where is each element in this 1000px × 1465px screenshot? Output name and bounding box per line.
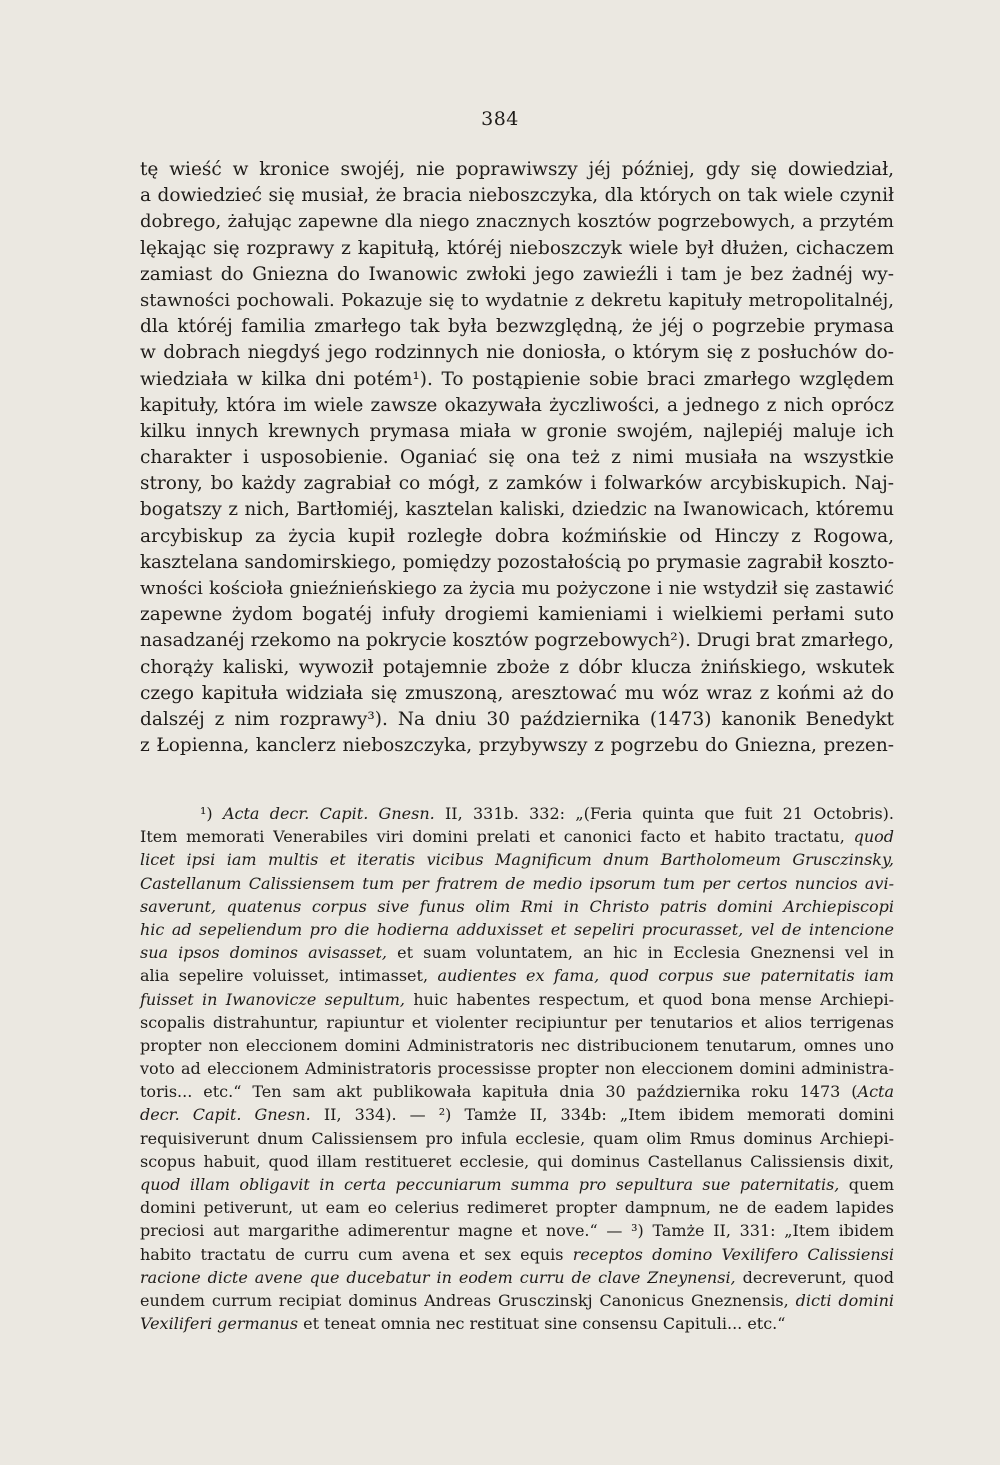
text-line: tę wieść w kronice swojéj, nie poprawiwszy jéj później, gdy się dowiedział, [140,159,894,180]
footnote-line [140,1173,894,1196]
footnote-text: et suam voluntatem, an hic in Ecclesia Gneznensi vel in [387,943,894,963]
footnote-line: Castellanum Calissiensem tum per fratrem de medio ipsorum tum per certos nuncios avi- [140,873,894,893]
text-line: czego kapituła widziała się zmuszoną, aresztować mu wóz wraz z końmi aż do [140,682,894,704]
footnote-marker: ¹) [200,804,223,823]
footnote-line: saverunt, quatenus corpus sive funus olim Rmi in Christo patris domini Archiepiscopi [140,896,894,916]
footnote-line [140,802,894,825]
text-line: chorąży kaliski, wywoził potajemnie zboże z dóbr klucza żnińskiego, wskutek [140,656,894,678]
page-number: 384 [481,108,519,130]
footnote-line: requisiverunt dnum Calissiensem pro infula ecclesie, quam olim Rmus dominus Archiepi- [140,1128,894,1148]
footnote-line [140,1080,894,1103]
text-line: z Łopienna, kanclerz nieboszczyka, przybywszy z pogrzebu do Gniezna, prezen- [140,735,894,757]
citation: Acta [857,1082,894,1102]
text-line: lękając się rozprawy z kapitułą, któréj nieboszczyk wiele był dłużen, cichaczem [140,237,894,259]
footnote-text: quem [839,1175,894,1194]
footnote-text: huic habentes respectum, et quod bona mense Archiepi- [405,989,895,1009]
text-line: a dowiedzieć się musiał, że bracia nieboszczyka, dla których on tak wiele czynił [140,185,894,207]
footnote-text: II, 331b. 332: „(Feria quinta que fuit 21 Octobris). [434,804,894,823]
text-line: dalszéj z nim rozprawy³). Na dniu 30 października (1473) kanonik Benedykt [140,708,894,730]
footnote-line [140,964,894,987]
text-line: charakter i usposobienie. Oganiać się ona też z nimi musiała na wszystkie [140,447,894,469]
footnotes [140,802,894,1335]
footnote-italic: sua ipsos dominos avisasset, [140,943,387,963]
footnote-line: hic ad sepeliendum pro die hodierna adduxisset et sepeliri procurasset, vel de intencione [140,919,894,939]
citation: decr. Capit. Gnesn. [140,1105,311,1125]
footnote-italic: receptos domino Vexilifero Calissiensi [572,1244,894,1264]
text-line: dla któréj familia zmarłego tak była bezwzględną, że jéj o pogrzebie prymasa [140,316,894,338]
footnote-line [140,1103,894,1126]
footnote-line: domini petiverunt, ut eam eo celerius redimeret propter dampnum, ne de eadem lapides [140,1198,894,1218]
footnote-line [140,1243,894,1266]
footnote-text: et teneat omnia nec restituat sine consensu Capituli... etc.“ [298,1314,786,1334]
footnote-line [140,1312,894,1335]
footnote-text: alia sepelire voluisset, intimasset, [140,966,438,986]
footnote-line [140,1266,894,1289]
text-line: nasadzanéj rzekomo na pokrycie kosztów pogrzebowych²). Drugi brat zmarłego, [140,630,894,652]
footnote-text: II, 334). — ²) Tamże II, 334b: „Item ibidem memorati domini [310,1105,894,1125]
citation: Acta decr. Capit. Gnesn. [222,804,435,823]
text-line: stawności pochowali. Pokazuje się to wydatnie z dekretu kapituły metropolitalnéj, [140,289,894,311]
text-line: kasztelana sandomirskiego, pomiędzy pozostałością po prymasie zagrabił koszto- [140,551,894,573]
footnote-italic: quod [853,827,894,847]
footnote-line [140,941,894,964]
footnote-line: licet ipsi iam multis et iteratis vicibus Magnificum dnum Bartholomeum Grusczinsky, [140,850,894,870]
footnote-line: scopus habuit, quod illam restitueret ecclesie, qui dominus Castellanus Calissiensis dixit, [140,1151,894,1171]
text-line: wności kościoła gnieźnieńskiego za życia mu pożyczone i nie wstydził się zastawić [140,578,894,599]
footnote-line [140,988,894,1011]
footnote-line [140,1289,894,1312]
text-line: zapewne żydom bogatéj infuły drogiemi kamieniami i wielkiemi perłami suto [140,604,894,626]
footnote-italic: racione dicte avene que ducebatur in eodem curru de clave Zneynensi, [140,1267,736,1287]
footnote-italic: fuisset in Iwanovicze sepultum, [140,989,406,1009]
text-line: dobrego, żałując zapewne dla niego znacznych kosztów pogrzebowych, a przytém [140,211,894,233]
footnote-text: Item memorati Venerabiles viri domini prelati et canonici facto et habito tractatu, [140,827,854,847]
footnote-line [140,825,894,848]
text-line: zamiast do Gniezna do Iwanowic zwłoki jego zawieźli i tam je bez żadnéj wy- [140,263,894,285]
footnote-line: propter non eleccionem domini Administratoris nec distribucionem tenutarum, omnes uno [140,1035,894,1055]
footnote-line: scopalis distrahuntur, rapiuntur et violenter recipiuntur per tenutarios et alios terrigenas [140,1012,894,1032]
footnote-text: habito tractatu de curru cum avena et sex equis [140,1244,573,1264]
footnote-text: toris... etc.“ Ten sam akt publikowała kapituła dnia 30 października roku 1473 ( [140,1082,858,1102]
text-line: kilku innych krewnych prymasa miała w gronie swojém, najlepiéj maluje ich [140,420,894,442]
text-line: strony, bo każdy zagrabiał co mógł, z zamków i folwarków arcybiskupich. Naj- [140,473,894,495]
text-line: wiedziała w kilka dni potém¹). To postąpienie sobie braci zmarłego względem [140,368,894,390]
footnote-line: voto ad eleccionem Administratoris processisse propter non eleccionem domini administra- [140,1059,894,1079]
footnote-italic: Vexiliferi germanus [140,1314,299,1334]
text-line: bogatszy z nich, Bartłomiéj, kasztelan kaliski, dziedzic na Iwanowicach, któremu [140,499,894,521]
footnote-italic: dicti domini [795,1290,894,1310]
text-line: arcybiskup za życia kupił rozległe dobra koźmińskie od Hinczy z Rogowa, [140,525,894,547]
footnote-italic: quod illam obligavit in certa peccuniarum summa pro sepultura sue paternitatis, [140,1175,840,1194]
footnote-text: decreverunt, quod [735,1267,894,1287]
text-line: w dobrach niegdyś jego rodzinnych nie doniosła, o którym się z posłuchów do- [140,342,894,364]
main-text [140,157,894,759]
footnote-italic: audientes ex fama, quod corpus sue paternitatis iam [437,966,894,986]
footnote-text: eundem currum recipiat dominus Andreas Grusczinskj Canonicus Gneznensis, [140,1290,796,1310]
footnote-line: preciosi aut margarithe adimerentur magne et nove.“ — ³) Tamże II, 331: „Item ibidem [140,1221,894,1241]
text-line: kapituły, która im wiele zawsze okazywała życzliwości, a jednego z nich oprócz [140,394,894,416]
